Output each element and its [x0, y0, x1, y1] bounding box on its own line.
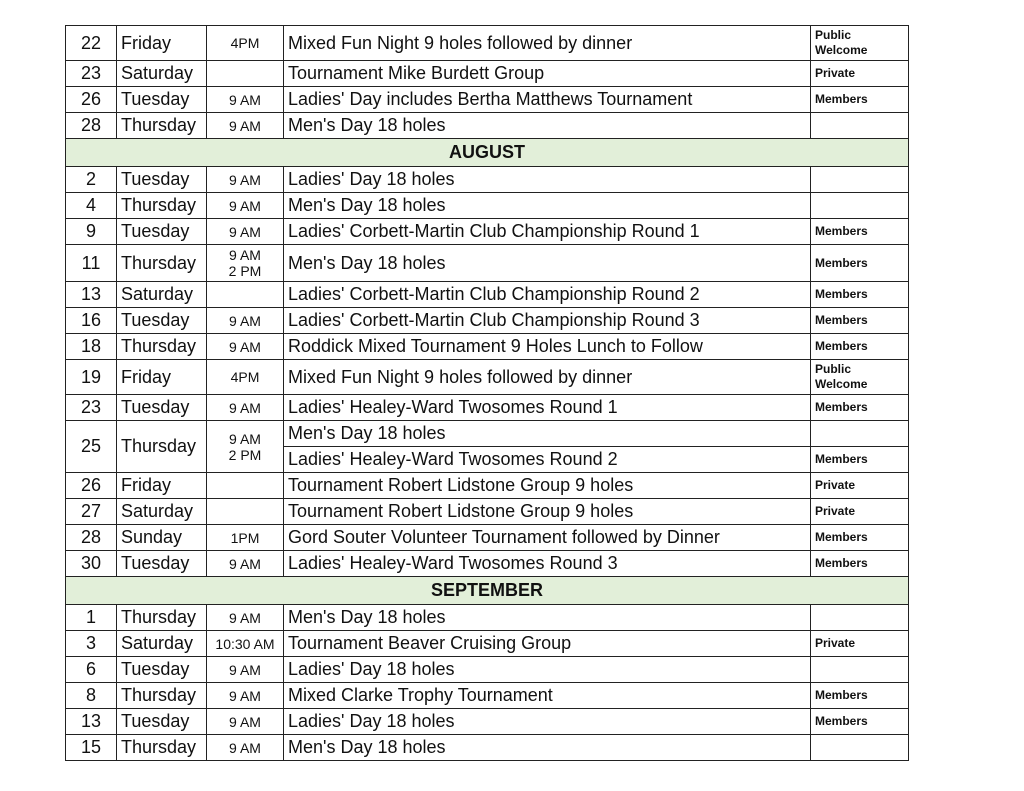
event-name: Roddick Mixed Tournament 9 Holes Lunch to Follow	[284, 334, 811, 360]
event-day: Friday	[117, 473, 207, 499]
event-name: Ladies' Corbett-Martin Club Championship Round 1	[284, 219, 811, 245]
event-name: Men's Day 18 holes	[284, 245, 811, 282]
event-time: 9 AM	[229, 661, 261, 678]
month-label: AUGUST	[66, 139, 909, 167]
event-date: 26	[66, 473, 117, 499]
event-time: 1PM	[230, 529, 260, 546]
event-date: 13	[66, 709, 117, 735]
month-label: SEPTEMBER	[66, 577, 909, 605]
event-time: 9 AM	[229, 687, 261, 704]
event-time: 9 AM	[229, 555, 261, 572]
event-time-cell	[207, 631, 284, 657]
event-name: Ladies' Day 18 holes	[284, 167, 811, 193]
event-date: 11	[66, 245, 117, 282]
event-time-cell	[207, 551, 284, 577]
event-access: Private	[811, 499, 909, 525]
event-access: Members	[811, 683, 909, 709]
event-name: Men's Day 18 holes	[284, 113, 811, 139]
table-row	[66, 87, 909, 113]
event-time: 9 AM	[229, 171, 261, 188]
event-time-cell	[207, 245, 284, 282]
event-access	[811, 657, 909, 683]
event-name: Ladies' Healey-Ward Twosomes Round 2	[284, 447, 811, 473]
table-row	[66, 61, 909, 87]
event-time: 9 AM	[229, 609, 261, 626]
event-access: Members	[811, 245, 909, 282]
table-row	[66, 26, 909, 61]
event-time-cell	[207, 61, 284, 87]
table-row	[66, 631, 909, 657]
event-time: 9 AM	[229, 91, 261, 108]
event-date: 28	[66, 113, 117, 139]
event-name: Ladies' Day 18 holes	[284, 709, 811, 735]
event-time-cell	[207, 334, 284, 360]
event-time: 9 AM	[229, 430, 261, 447]
event-date: 9	[66, 219, 117, 245]
month-header-row	[66, 139, 909, 167]
event-day: Thursday	[117, 421, 207, 473]
event-time-cell	[207, 219, 284, 245]
event-day: Tuesday	[117, 395, 207, 421]
event-day: Thursday	[117, 605, 207, 631]
event-time: 9 AM	[229, 312, 261, 329]
event-time: 9 AM	[229, 338, 261, 355]
event-name: Ladies' Healey-Ward Twosomes Round 1	[284, 395, 811, 421]
event-day: Saturday	[117, 499, 207, 525]
event-day: Tuesday	[117, 709, 207, 735]
event-date: 28	[66, 525, 117, 551]
event-day: Saturday	[117, 282, 207, 308]
event-time-cell	[207, 499, 284, 525]
event-day: Thursday	[117, 683, 207, 709]
event-time: 9 AM	[229, 223, 261, 240]
event-access: Private	[811, 631, 909, 657]
event-access	[811, 735, 909, 761]
event-time-cell	[207, 421, 284, 473]
event-date: 22	[66, 26, 117, 61]
event-access: Members	[811, 709, 909, 735]
event-time: 2 PM	[228, 263, 262, 279]
event-access: Members	[811, 308, 909, 334]
event-access	[811, 193, 909, 219]
event-name: Men's Day 18 holes	[284, 735, 811, 761]
event-time-cell	[207, 735, 284, 761]
table-row	[66, 193, 909, 219]
event-date: 23	[66, 395, 117, 421]
event-day: Tuesday	[117, 87, 207, 113]
event-day: Friday	[117, 360, 207, 395]
event-time: 9 AM	[229, 197, 261, 214]
event-schedule-table	[65, 25, 909, 761]
table-row	[66, 282, 909, 308]
event-time-cell	[207, 657, 284, 683]
event-time-cell	[207, 26, 284, 61]
event-time-cell	[207, 605, 284, 631]
event-time-cell	[207, 167, 284, 193]
event-name: Gord Souter Volunteer Tournament followed by Dinner	[284, 525, 811, 551]
event-date: 13	[66, 282, 117, 308]
event-date: 25	[66, 421, 117, 473]
event-access	[811, 605, 909, 631]
event-time: 9 AM	[229, 399, 261, 416]
schedule-body	[66, 26, 909, 761]
event-name: Mixed Fun Night 9 holes followed by dinner	[284, 360, 811, 395]
event-day: Saturday	[117, 631, 207, 657]
event-date: 1	[66, 605, 117, 631]
event-day: Saturday	[117, 61, 207, 87]
event-day: Thursday	[117, 735, 207, 761]
event-time-cell	[207, 683, 284, 709]
event-access: Public Welcome	[811, 26, 909, 61]
table-row	[66, 683, 909, 709]
event-day: Friday	[117, 26, 207, 61]
event-date: 15	[66, 735, 117, 761]
event-time-cell	[207, 525, 284, 551]
event-date: 6	[66, 657, 117, 683]
event-date: 18	[66, 334, 117, 360]
event-name: Men's Day 18 holes	[284, 193, 811, 219]
event-access	[811, 421, 909, 447]
event-access	[811, 167, 909, 193]
event-date: 16	[66, 308, 117, 334]
event-access: Private	[811, 61, 909, 87]
event-day: Sunday	[117, 525, 207, 551]
table-row	[66, 709, 909, 735]
table-row	[66, 551, 909, 577]
table-row	[66, 473, 909, 499]
event-time: 2 PM	[228, 446, 262, 463]
event-time: 4PM	[230, 35, 260, 51]
event-access: Members	[811, 551, 909, 577]
event-access: Members	[811, 395, 909, 421]
event-time-cell	[207, 113, 284, 139]
event-date: 4	[66, 193, 117, 219]
event-date: 2	[66, 167, 117, 193]
event-name: Ladies' Corbett-Martin Club Championship Round 3	[284, 308, 811, 334]
event-date: 8	[66, 683, 117, 709]
table-row	[66, 245, 909, 282]
event-name: Men's Day 18 holes	[284, 421, 811, 447]
event-name: Ladies' Day includes Bertha Matthews Tournament	[284, 87, 811, 113]
table-row	[66, 167, 909, 193]
event-date: 26	[66, 87, 117, 113]
event-name: Ladies' Corbett-Martin Club Championship Round 2	[284, 282, 811, 308]
table-row	[66, 113, 909, 139]
event-access: Private	[811, 473, 909, 499]
event-day: Thursday	[117, 334, 207, 360]
event-day: Thursday	[117, 245, 207, 282]
event-date: 19	[66, 360, 117, 395]
event-time: 9 AM	[229, 739, 261, 756]
event-time-cell	[207, 395, 284, 421]
event-access: Members	[811, 525, 909, 551]
event-day: Tuesday	[117, 167, 207, 193]
event-name: Mixed Fun Night 9 holes followed by dinner	[284, 26, 811, 61]
event-time: 9 AM	[229, 713, 261, 730]
table-row	[66, 525, 909, 551]
event-name: Ladies' Day 18 holes	[284, 657, 811, 683]
event-date: 30	[66, 551, 117, 577]
event-time-cell	[207, 193, 284, 219]
event-day: Tuesday	[117, 219, 207, 245]
event-time-cell	[207, 360, 284, 395]
table-row	[66, 657, 909, 683]
event-time-cell	[207, 709, 284, 735]
event-day: Tuesday	[117, 657, 207, 683]
table-row	[66, 360, 909, 395]
event-time-cell	[207, 87, 284, 113]
event-day: Tuesday	[117, 551, 207, 577]
event-time-cell	[207, 282, 284, 308]
event-name: Tournament Robert Lidstone Group 9 holes	[284, 473, 811, 499]
table-row	[66, 219, 909, 245]
table-row	[66, 395, 909, 421]
event-access: Members	[811, 219, 909, 245]
event-access: Members	[811, 447, 909, 473]
table-row	[66, 605, 909, 631]
event-date: 3	[66, 631, 117, 657]
event-name: Tournament Beaver Cruising Group	[284, 631, 811, 657]
event-time: 9 AM	[229, 247, 261, 263]
event-access: Members	[811, 282, 909, 308]
event-name: Men's Day 18 holes	[284, 605, 811, 631]
event-name: Tournament Robert Lidstone Group 9 holes	[284, 499, 811, 525]
event-name: Ladies' Healey-Ward Twosomes Round 3	[284, 551, 811, 577]
table-row	[66, 421, 909, 447]
event-access: Members	[811, 87, 909, 113]
event-time-cell	[207, 473, 284, 499]
table-row	[66, 735, 909, 761]
event-name: Tournament Mike Burdett Group	[284, 61, 811, 87]
event-access	[811, 113, 909, 139]
month-header-row	[66, 577, 909, 605]
event-time: 9 AM	[229, 117, 261, 134]
event-date: 27	[66, 499, 117, 525]
event-date: 23	[66, 61, 117, 87]
table-row	[66, 334, 909, 360]
event-day: Thursday	[117, 113, 207, 139]
event-time: 4PM	[230, 369, 260, 385]
event-access: Public Welcome	[811, 360, 909, 395]
event-name: Mixed Clarke Trophy Tournament	[284, 683, 811, 709]
event-time-cell	[207, 308, 284, 334]
event-day: Thursday	[117, 193, 207, 219]
event-time: 10:30 AM	[215, 635, 275, 652]
event-day: Tuesday	[117, 308, 207, 334]
table-row	[66, 308, 909, 334]
event-access: Members	[811, 334, 909, 360]
table-row	[66, 499, 909, 525]
